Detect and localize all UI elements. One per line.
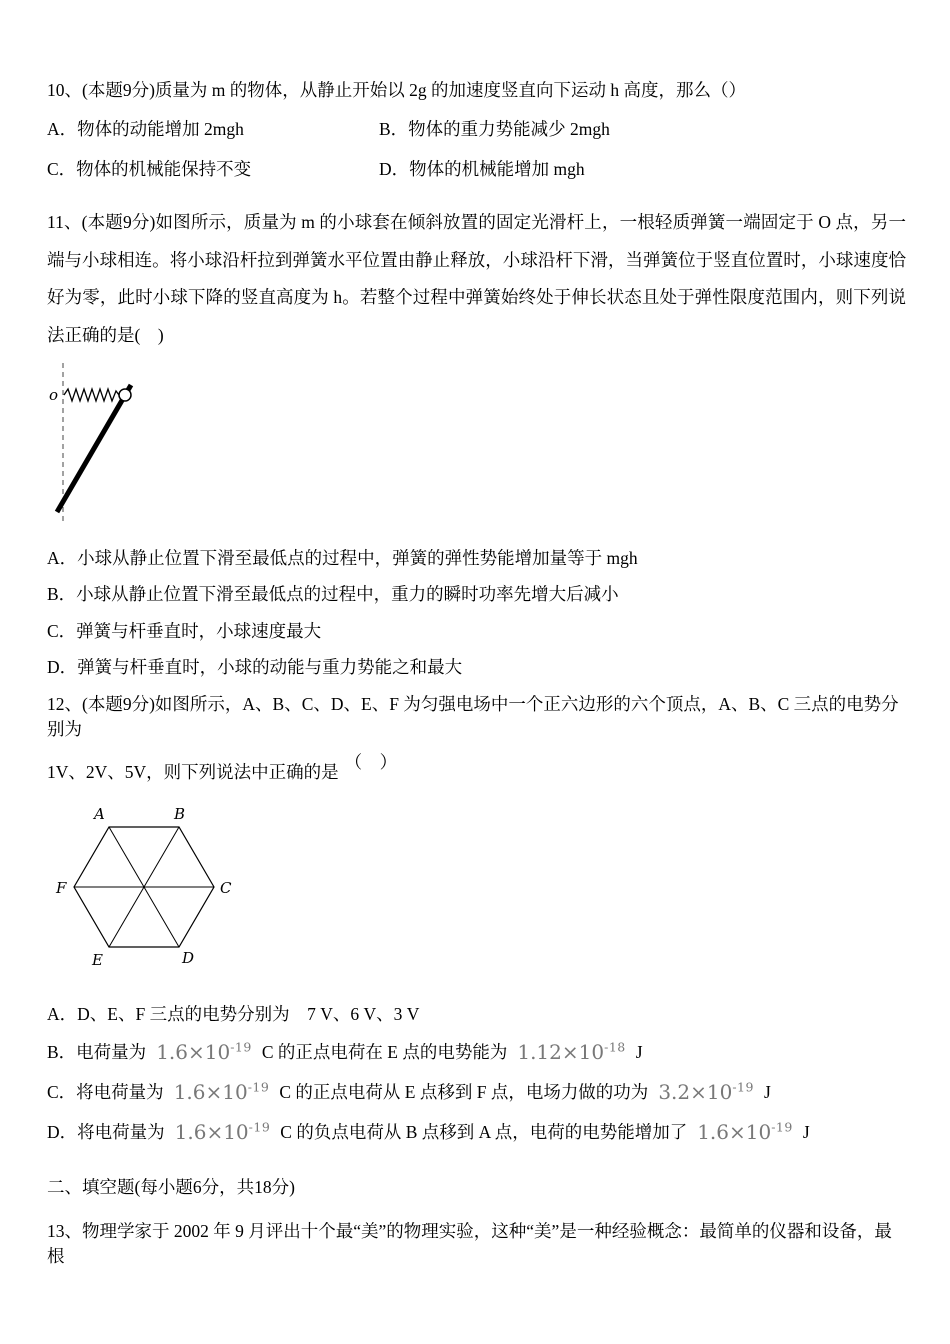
answer-blank-parentheses: （ ）	[344, 752, 398, 773]
formula-base: 1.12×10	[517, 1040, 605, 1065]
scientific-notation	[174, 1080, 270, 1104]
question-10-option-b: B．物体的重力势能减少 2mgh	[379, 119, 610, 140]
question-11-option-a: A．小球从静止位置下滑至最低点的过程中，弹簧的弹性势能增加量等于 mgh	[47, 548, 638, 568]
vertex-label-e: E	[92, 950, 103, 969]
formula-exponent: -19	[248, 1119, 271, 1135]
anchor-point-label: o	[49, 385, 59, 404]
question-12-option-c	[47, 1078, 906, 1107]
formula-exponent: -19	[230, 1039, 252, 1055]
section-2-header: 二、填空题(每小题6分，共18分)	[47, 1177, 295, 1198]
spring-coil	[64, 389, 119, 401]
formula-base: 1.6×10	[174, 1120, 249, 1145]
question-12-options	[47, 1002, 906, 1147]
vertex-label-b: B	[174, 804, 186, 823]
vertex-label-c: C	[220, 878, 232, 897]
question-11-figure	[47, 359, 906, 536]
question-12-option-b	[47, 1038, 906, 1067]
scientific-notation	[156, 1040, 252, 1064]
question-12-option-a: A．D、E、F 三点的电势分别为 7 V、6 V、3 V	[47, 1004, 420, 1024]
option-c-text-1: C．将电荷量为	[47, 1082, 164, 1103]
spring-rod-diagram	[47, 359, 222, 529]
question-10-option-a: A．物体的动能增加 2mgh	[47, 119, 244, 140]
scientific-notation	[175, 1120, 271, 1144]
question-12-figure	[53, 802, 906, 984]
vertex-label-d: D	[182, 948, 195, 967]
ball-icon	[119, 389, 131, 401]
option-c-text-2: C 的正点电荷从 E 点移到 F 点，电场力做的功为	[279, 1082, 649, 1103]
question-10-option-d: D．物体的机械能增加 mgh	[379, 158, 585, 179]
formula-base: 1.6×10	[173, 1080, 248, 1105]
scientific-notation	[517, 1040, 625, 1064]
hexagon-field-diagram	[53, 802, 268, 977]
inclined-rod	[57, 385, 131, 512]
question-12-stem-line2	[47, 752, 906, 785]
question-11-options	[47, 546, 906, 681]
option-b-text-1: B．电荷量为	[47, 1042, 147, 1063]
section-fill-in-blanks	[47, 1175, 906, 1269]
formula-base: 3.2×10	[658, 1080, 733, 1105]
question-12	[47, 692, 906, 1148]
option-d-text-2: C 的负点电荷从 B 点移到 A 点，电荷的电势能增加了	[280, 1122, 688, 1143]
question-10-stem: 10、(本题9分)质量为 m 的物体，从静止开始以 2g 的加速度竖直向下运动 h 高度，那么（）	[47, 80, 747, 100]
scientific-notation	[658, 1080, 754, 1104]
scientific-notation	[697, 1120, 793, 1144]
question-11-option-d: D．弹簧与杆垂直时，小球的动能与重力势能之和最大	[47, 657, 463, 678]
question-10-option-c: C．物体的机械能保持不变	[47, 158, 252, 179]
question-11-option-c: C．弹簧与杆垂直时，小球速度最大	[47, 620, 322, 641]
option-b-text-3: J	[635, 1042, 643, 1063]
option-b-text-2: C 的正点电荷在 E 点的电势能为	[261, 1042, 508, 1063]
question-11-option-b: B．小球从静止位置下滑至最低点的过程中，重力的瞬时功率先增大后减小	[47, 584, 619, 605]
option-d-text-3: J	[802, 1122, 810, 1143]
question-12-option-d	[47, 1118, 906, 1147]
vertex-label-a: A	[94, 804, 105, 823]
question-10	[47, 78, 906, 182]
option-d-text-1: D．将电荷量为	[47, 1122, 165, 1143]
formula-exponent: -18	[604, 1039, 626, 1055]
formula-exponent: -19	[732, 1079, 754, 1095]
vertex-label-f: F	[56, 878, 67, 897]
formula-exponent: -19	[771, 1119, 793, 1135]
question-13-stem: 13、物理学家于 2002 年 9 月评出十个最“美”的物理实验，这种“美”是一种经验概念：最简单的仪器和设备，最根	[47, 1220, 892, 1267]
question-11	[47, 204, 906, 680]
question-11-stem: 11、(本题9分)如图所示，质量为 m 的小球套在倾斜放置的固定光滑杆上，一根轻质弹簧一端固定于 O 点，另一端与小球相连。将小球沿杆拉到弹簧水平位置由静止释放，小球沿杆下滑，当弹簧位于竖直位置时，小球速度恰好为零，此时小球下降的竖直高度为 h。若整个过程中弹簧始终处于伸长状态且处于弹性限度范围内，则下列说法正确的是( )	[47, 212, 906, 345]
formula-base: 1.6×10	[156, 1040, 231, 1065]
formula-exponent: -19	[247, 1079, 270, 1095]
question-10-options	[47, 117, 906, 182]
question-12-stem-line1: 12、(本题9分)如图所示，A、B、C、D、E、F 为匀强电场中一个正六边形的六个顶点，A、B、C 三点的电势分别为	[47, 693, 899, 739]
option-c-text-3: J	[763, 1082, 771, 1103]
formula-base: 1.6×10	[697, 1120, 772, 1145]
question-12-stem-line2-text: 1V、2V、5V，则下列说法中正确的是	[47, 762, 339, 783]
